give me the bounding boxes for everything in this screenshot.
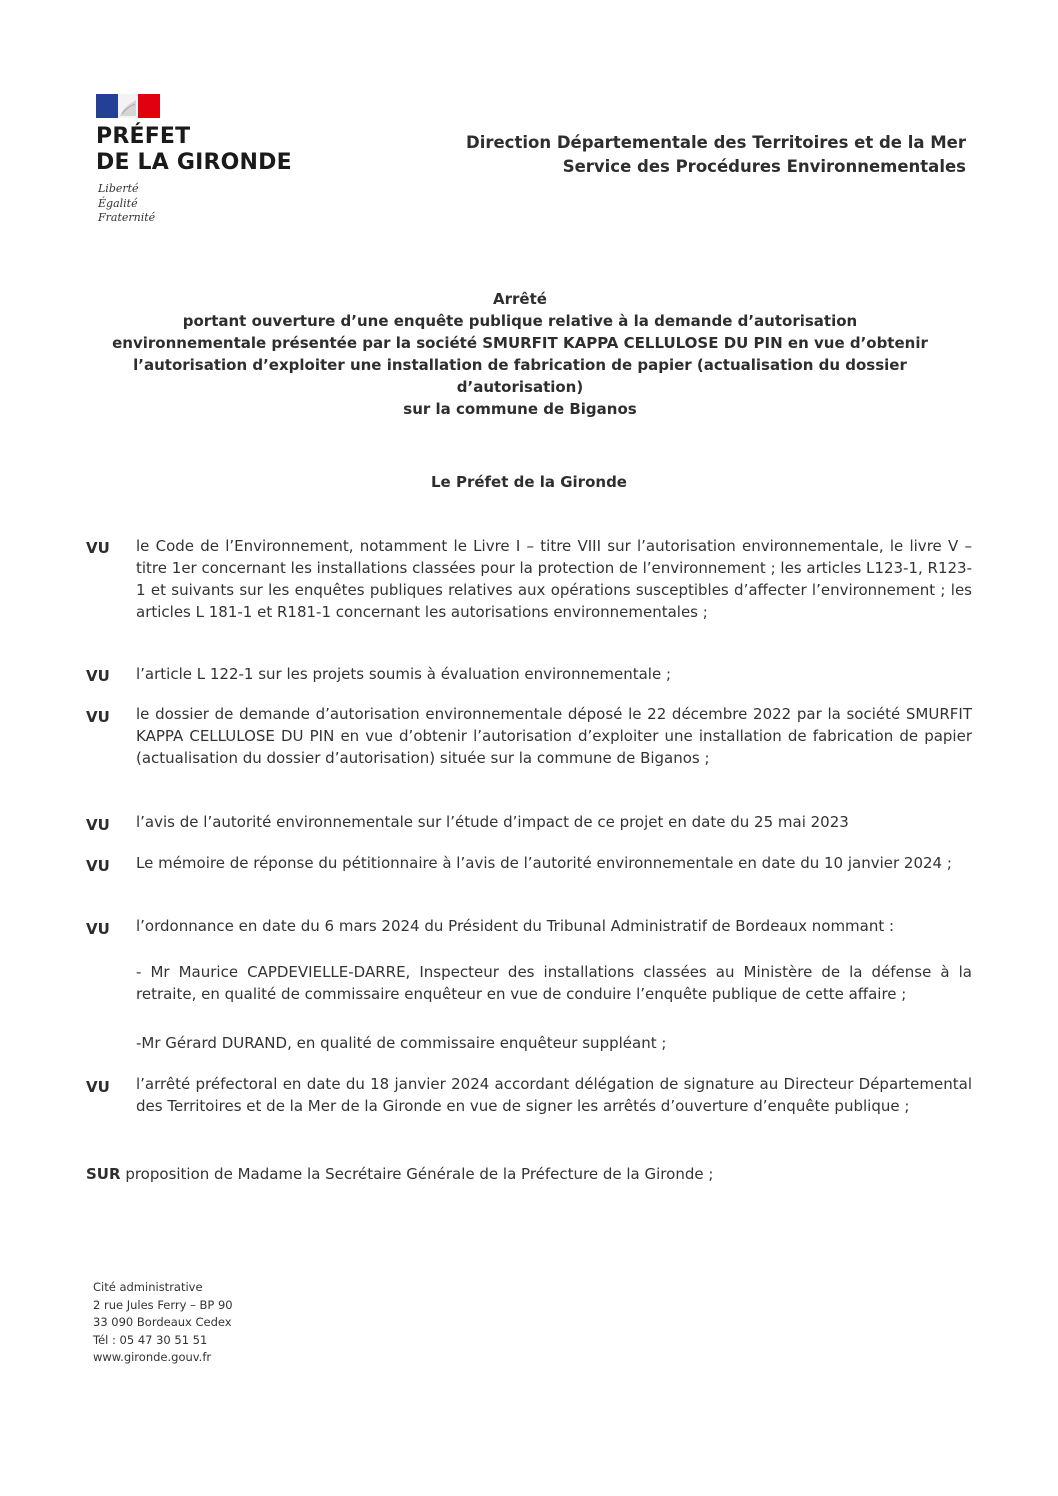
vu-item-arrete-delegation: l’arrêté préfectoral en date du 18 janvier 2024 accordant délégation de signature au Directeur Départemental des Territoires et de la Mer de la Gironde en vue de signer les arrêtés d’ouverture d’enquête publique ; [136,1075,972,1115]
vu-label: VU [86,857,110,875]
vu-item-code-environnement: le Code de l’Environnement, notamment le Livre I – titre VIII sur l’autorisation environnementale, le livre V – titre 1er concernant les installations classées pour la protection de l’environnement ; les articles L123-1, R123-1 et suivants sur les enquêtes publiques relatives aux opérations susceptibles d’affecter l’environnement ; les articles L 181-1 et R181-1 concernant les autorisations environnementales ; [136,537,972,621]
sur-proposition [86,1163,986,1185]
title-line: d’autorisation) [456,378,584,396]
arrete-title [85,288,955,420]
prefet-line: Le Préfet de la Gironde [431,473,627,491]
marianne-flag-logo [96,94,160,118]
motto-fraternite: Fraternité [98,211,156,224]
republic-motto [98,182,155,226]
vu-label: VU [86,920,110,938]
footer-line: 33 090 Bordeaux Cedex [93,1315,232,1329]
footer-address [93,1279,233,1367]
vu-item-ordonnance: l’ordonnance en date du 6 mars 2024 du Président du Tribunal Administratif de Bordeaux nommant : [136,917,895,935]
issuing-service [406,131,966,179]
title-line: l’autorisation d’exploiter une installation de fabrication de papier (actualisation du dossier [133,356,907,374]
vu-label: VU [86,667,110,685]
vu-item-memoire: Le mémoire de réponse du pétitionnaire à l’avis de l’autorité environnementale en date du 10 janvier 2024 ; [136,854,952,872]
vu-label: VU [86,708,110,726]
commissaire-suppleant: -Mr Gérard DURAND, en qualité de commissaire enquêteur suppléant ; [136,1034,667,1052]
logo-line-1: PRÉFET [96,124,191,149]
footer-website: www.gironde.gouv.fr [93,1350,212,1364]
vu-item-article-l122: l’article L 122-1 sur les projets soumis à évaluation environnementale ; [136,665,672,683]
arrete-heading: Arrêté [493,290,547,308]
vu-label: VU [86,1078,110,1096]
motto-liberte: Liberté [98,182,139,195]
footer-line: Cité administrative [93,1280,203,1294]
commissaire-enqueteur: - Mr Maurice CAPDEVIELLE-DARRE, Inspecteur des installations classées au Ministère de la défense à la retraite, en qualité de commissaire enquêteur en vue de conduire l’enquête publique de cette affaire ; [136,963,972,1003]
prefet-logo-title [96,124,292,176]
vu-item-dossier: le dossier de demande d’autorisation environnementale déposé le 22 décembre 2022 par la société SMURFIT KAPPA CELLULOSE DU PIN en vue d’obtenir l’autorisation d’exploiter une installation de fabrication de papier (actualisation du dossier d’autorisation) située sur la commune de Biganos ; [136,705,972,767]
title-line: sur la commune de Biganos [403,400,637,418]
service-name: Service des Procédures Environnementales [562,157,966,176]
sur-label: SUR [86,1165,121,1183]
direction-name: Direction Départementale des Territoires et de la Mer [466,133,966,152]
vu-label: VU [86,539,110,557]
motto-egalite: Égalité [98,196,138,210]
title-line: environnementale présentée par la société SMURFIT KAPPA CELLULOSE DU PIN en vue d’obtenir [112,334,928,352]
sur-text: proposition de Madame la Secrétaire Générale de la Préfecture de la Gironde ; [125,1165,714,1183]
footer-line: 2 rue Jules Ferry – BP 90 [93,1297,233,1312]
logo-line-2: DE LA GIRONDE [96,150,292,175]
title-line: portant ouverture d’une enquête publique relative à la demande d’autorisation [182,312,858,330]
vu-label: VU [86,816,110,834]
vu-item-avis: l’avis de l’autorité environnementale sur l’étude d’impact de ce projet en date du 25 mai 2023 [136,813,849,831]
footer-phone: Tél : 05 47 30 51 51 [93,1332,208,1347]
